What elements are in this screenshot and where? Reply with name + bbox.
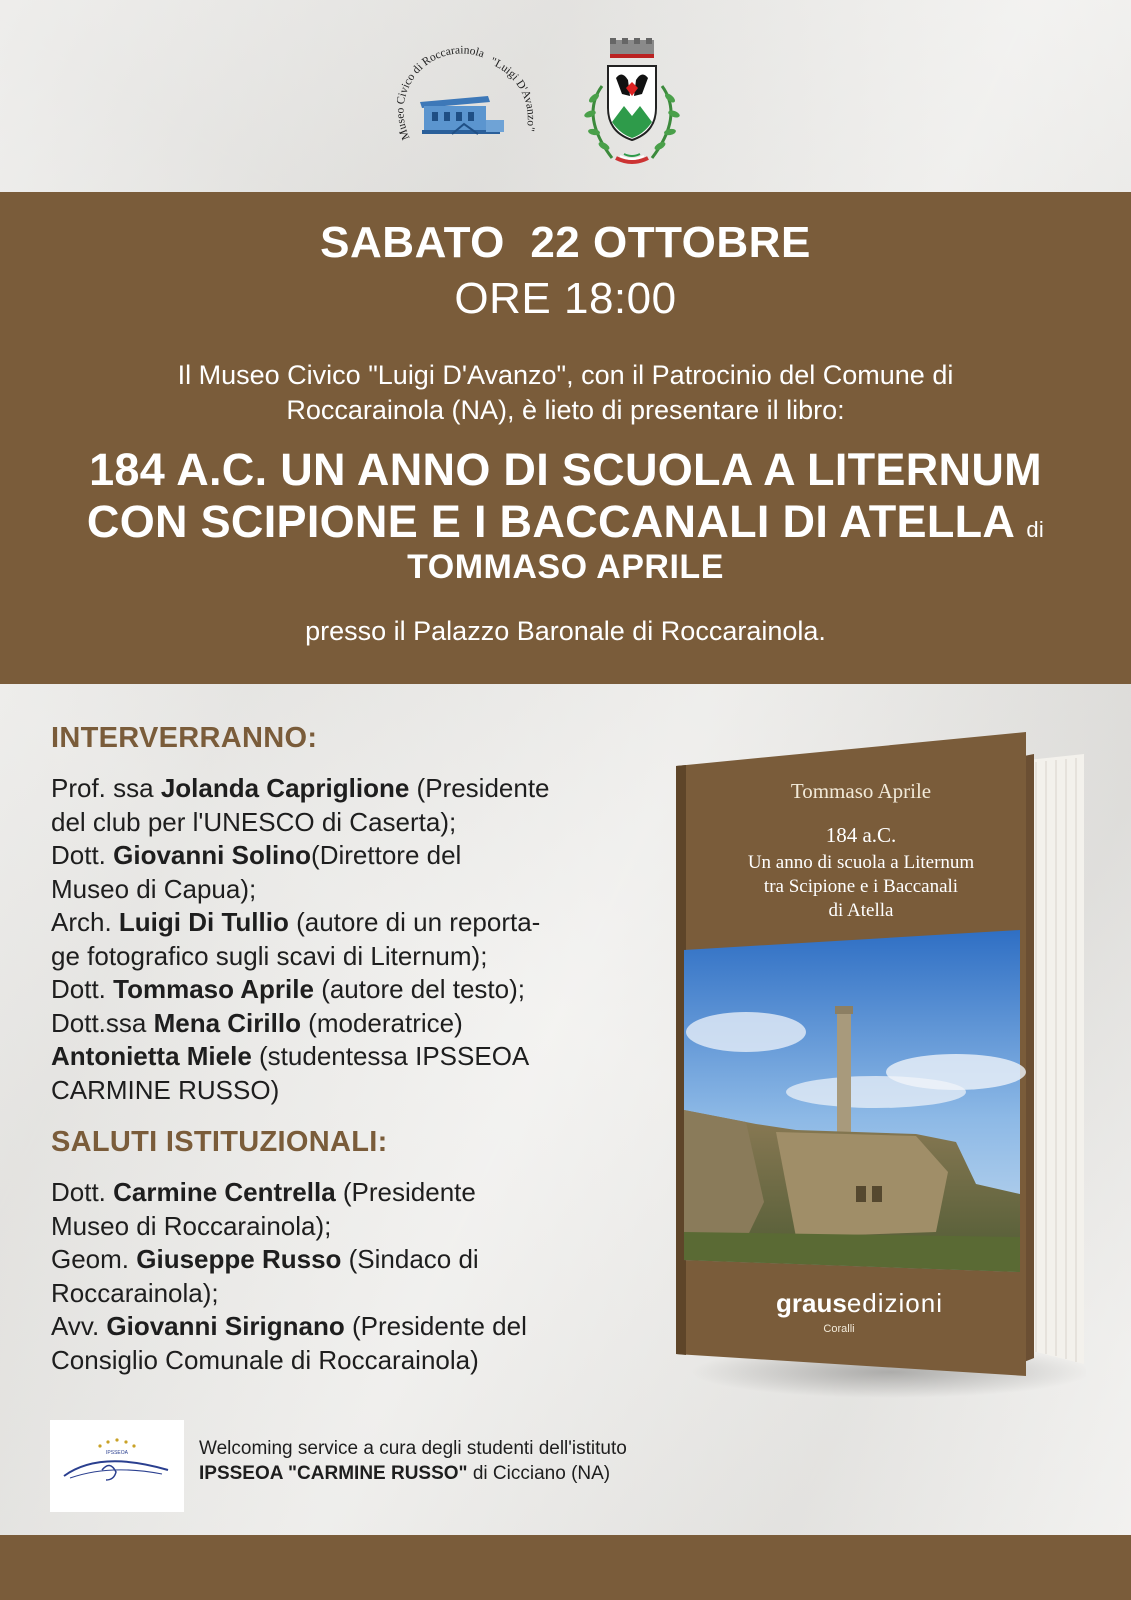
event-venue: presso il Palazzo Baronale di Roccarainola. [305, 616, 826, 646]
book-title-di: di [1026, 517, 1045, 542]
museum-logo-text: Museo Civico di Roccarainola [394, 44, 486, 142]
speaker-title: Avv. [51, 1311, 107, 1341]
speaker-line [51, 1344, 651, 1378]
speaker-title: Prof. ssa [51, 773, 161, 803]
book-title-line: CON SCIPIONE E I BACCANALI DI ATELLA [86, 496, 1014, 547]
speaker-role: (autore di un reporta- [288, 907, 541, 937]
event-intro [90, 358, 1041, 428]
speaker-line [51, 1074, 651, 1108]
speaker-line [51, 1277, 651, 1311]
speaker-title: CARMINE RUSSO) [51, 1074, 280, 1105]
book-cover-image [676, 732, 1086, 1412]
book-cover-subtitle: di Atella [828, 900, 894, 921]
speaker-name: Carmine Centrella [113, 1177, 336, 1207]
speaker-role: (moderatrice) [300, 1007, 463, 1038]
speaker-line [51, 1243, 651, 1277]
school-logo-caption: IPSSEOA [106, 1450, 128, 1456]
museum-logo [392, 40, 542, 180]
speaker-title: ge fotografico sugli scavi di Liternum); [51, 940, 488, 971]
speaker-name: Giovanni Solino [113, 840, 312, 870]
event-date: SABATO 22 OTTOBRE [320, 218, 811, 267]
speaker-line [51, 1210, 651, 1244]
book-cover-title: 184 a.C. [825, 823, 897, 847]
event-intro-line: Il Museo Civico "Luigi D'Avanzo", con il Patrocinio del Comune di [177, 360, 954, 390]
school-location: di Cicciano (NA) [467, 1463, 611, 1484]
speaker-title: Dott. [51, 974, 114, 1004]
museum-logo-subtext: "Luigi D'Avanzo" [488, 55, 537, 133]
speaker-role: (Direttore del [311, 840, 462, 870]
speaker-line [51, 839, 651, 873]
speaker-role: (Presidente [335, 1177, 476, 1207]
speaker-title: del club per l'UNESCO di Caserta); [51, 806, 457, 837]
footer-line [199, 1461, 627, 1486]
speaker-line [51, 973, 651, 1007]
school-logo [50, 1420, 184, 1512]
speaker-title: Arch. [51, 907, 119, 937]
speaker-line [51, 906, 651, 940]
footer-line: Welcoming service a cura degli studenti dell'istituto [199, 1438, 627, 1459]
speaker-line [51, 1007, 651, 1041]
book-title-line: 184 A.C. UN ANNO DI SCUOLA A LITERNUM [89, 444, 1042, 495]
speaker-line [51, 940, 651, 974]
speaker-line [51, 772, 651, 806]
footer-note [199, 1436, 627, 1486]
interventions-heading: INTERVERRANNO: [51, 722, 318, 754]
speaker-name: Jolanda Capriglione [160, 773, 410, 803]
greetings-heading: SALUTI ISTITUZIONALI: [51, 1126, 388, 1158]
museum-building-icon [420, 96, 504, 134]
speaker-title: Dott. [51, 840, 114, 870]
event-intro-line: Roccarainola (NA), è lieto di presentare il libro: [286, 395, 845, 425]
speaker-role: (Sindaco di [341, 1244, 479, 1274]
speaker-role: (Presidente [409, 773, 550, 803]
speaker-line [51, 806, 651, 840]
school-name: IPSSEOA "CARMINE RUSSO" [199, 1463, 468, 1484]
book-cover-author: Tommaso Aprile [790, 779, 932, 803]
event-time: ORE 18:00 [454, 274, 677, 323]
book-cover-subtitle: Un anno di scuola a Liternum [747, 852, 975, 873]
speaker-title: Dott. [51, 1177, 114, 1207]
speaker-line [51, 873, 651, 907]
speaker-title: Consiglio Comunale di Roccarainola) [51, 1344, 479, 1375]
ancient-column-ruins-photo [684, 930, 1026, 1272]
speaker-title: Geom. [51, 1244, 137, 1274]
speaker-name: Giuseppe Russo [136, 1244, 342, 1274]
speaker-name: Antonietta Miele [51, 1041, 252, 1071]
speaker-line [51, 1310, 651, 1344]
speaker-role: (studentessa IPSSEOA [251, 1041, 530, 1071]
speaker-title: Museo di Capua); [51, 873, 257, 904]
speaker-title: Museo di Roccarainola); [51, 1210, 332, 1241]
book-series: Coralli [823, 1323, 855, 1335]
book-title [20, 444, 1111, 556]
speaker-role: (Presidente del [344, 1311, 527, 1341]
speaker-name: Luigi Di Tullio [118, 907, 289, 937]
speaker-name: Tommaso Aprile [113, 974, 314, 1004]
speaker-role: (autore del testo); [313, 974, 525, 1004]
publisher-logo: grausedizioni [776, 1288, 943, 1318]
book-cover-subtitle: tra Scipione e i Baccanali [763, 876, 959, 897]
interventions-list [51, 772, 651, 1107]
speaker-title: Dott.ssa [51, 1007, 154, 1038]
speaker-line [51, 1040, 651, 1074]
footer-bar [0, 1535, 1131, 1600]
book-author: TOMMASO APRILE [407, 548, 724, 586]
municipal-coat-of-arms-icon [572, 36, 692, 176]
speaker-line [51, 1176, 651, 1210]
speaker-name: Giovanni Sirignano [106, 1311, 345, 1341]
greetings-list [51, 1176, 651, 1377]
speaker-title: Roccarainola); [51, 1277, 219, 1308]
speaker-name: Mena Cirillo [153, 1007, 301, 1038]
announcement-band [0, 192, 1131, 684]
